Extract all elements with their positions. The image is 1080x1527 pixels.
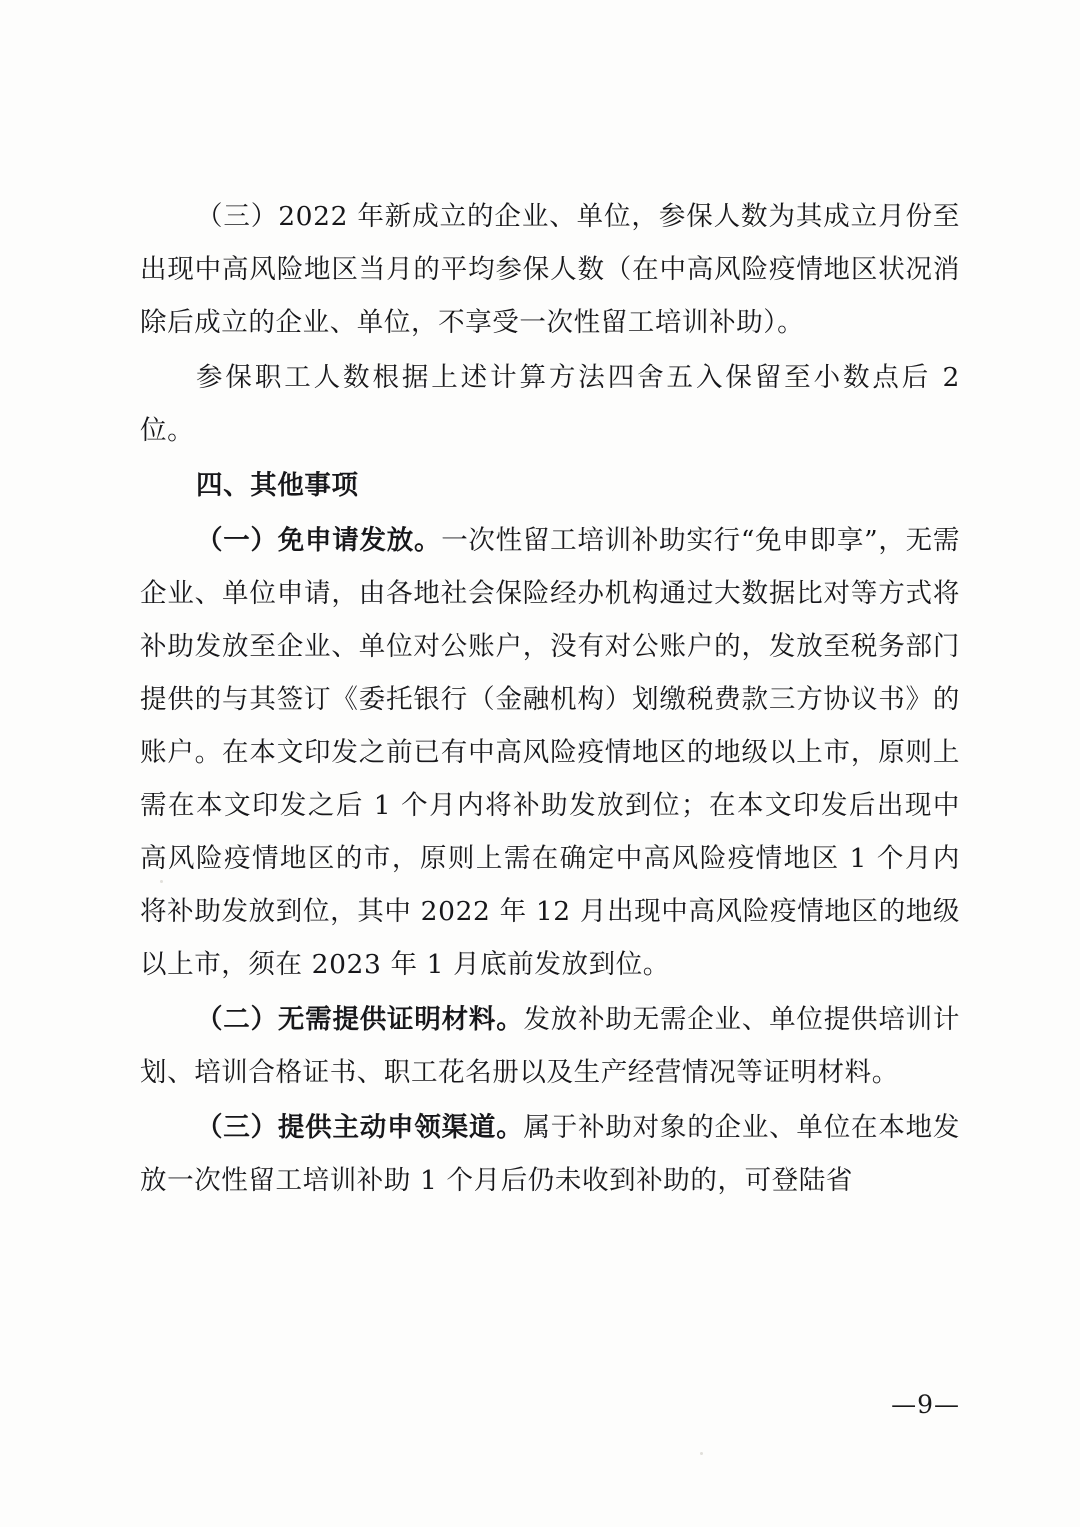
paragraph-rounding-rule: 参保职工人数根据上述计算方法四舍五入保留至小数点后 2 位。 — [140, 362, 960, 446]
paragraph-no-application — [140, 514, 960, 991]
paragraph-new-enterprises: （三）2022 年新成立的企业、单位，参保人数为其成立月份至出现中高风险地区当月的平均参保人数（在中高风险疫情地区状况消除后成立的企业、单位，不享受一次性留工培训补助）。 — [140, 201, 960, 338]
paragraph-active-claim — [140, 1101, 960, 1207]
page-number: —9— — [891, 1390, 960, 1419]
paragraph-text-no-application: 一次性留工培训补助实行“免申即享”，无需企业、单位申请，由各地社会保险经办机构通过大数据比对等方式将补助发放至企业、单位对公账户，没有对公账户的，发放至税务部门提供的与其签订《委托银行（金融机构）划缴税费款三方协议书》的账户。在本文印发之前已有中高风险疫情地区的地级以上市，原则上需在本文印发之后 1 个月内将补助发放到位；在本文印发后出现中高风险疫情地区的市，原则上需在确定中高风险疫情地区 1 个月内将补助发放到位，其中 2022 年 12 月出现中高风险疫情地区的地级以上市，须在 2023 年 1 月底前发放到位。 — [140, 525, 960, 980]
paragraph-text-no-materials: 发放补助无需企业、单位提供培训计划、培训合格证书、职工花名册以及生产经营情况等证明材料。 — [140, 1004, 960, 1088]
paragraph-lead-no-materials: （二）无需提供证明材料。 — [196, 1004, 524, 1035]
paragraph-lead-no-application: （一）免申请发放。 — [196, 525, 442, 556]
document-body — [140, 190, 960, 1209]
paragraph-lead-active-claim: （三）提供主动申领渠道。 — [196, 1112, 524, 1143]
paper-speck — [700, 1452, 703, 1455]
section-heading-other-matters: 四、其他事项 — [196, 470, 359, 501]
paragraph-no-materials — [140, 993, 960, 1099]
paragraph-text-active-claim: 属于补助对象的企业、单位在本地发放一次性留工培训补助 1 个月后仍未收到补助的，可登陆省 — [140, 1112, 960, 1196]
